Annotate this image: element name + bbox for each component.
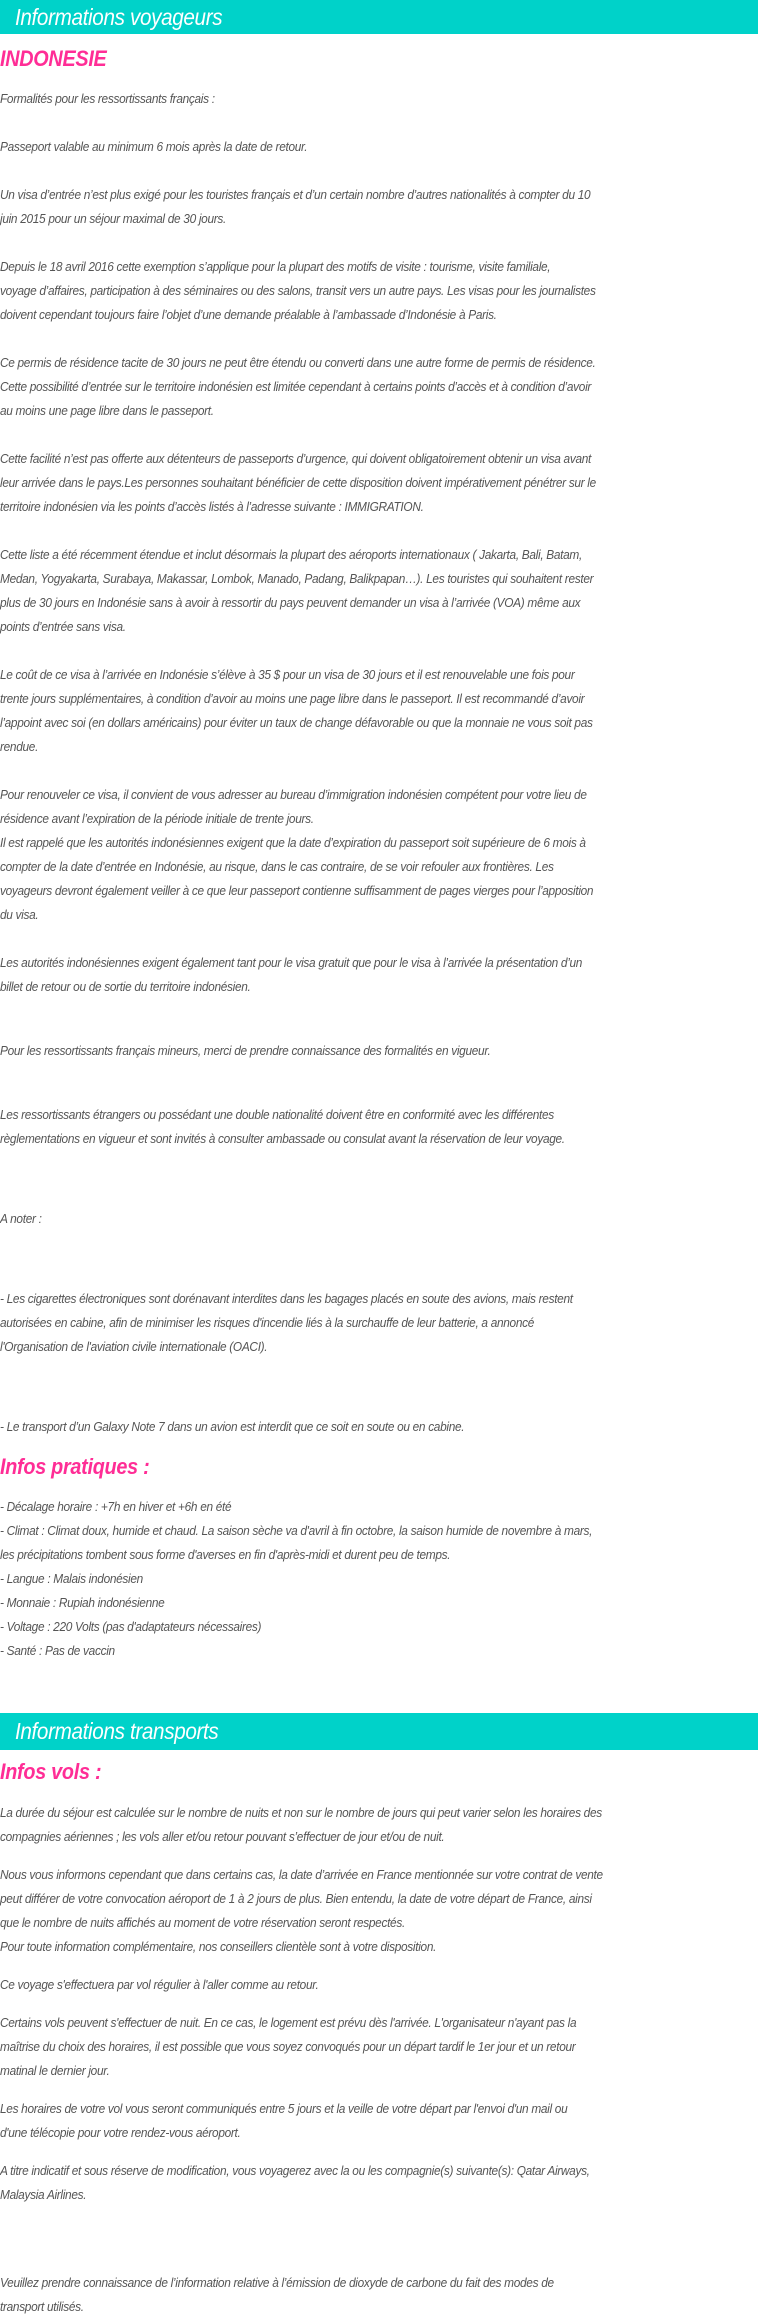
text-line: doivent cependant toujours faire l’objet d’une demande préalable à l’ambassade d’Indonésie à Paris.	[0, 307, 497, 322]
text-line: du visa.	[0, 907, 39, 922]
text-line: Cette possibilité d’entrée sur le territoire indonésien est limitée cependant à certains points d’accès et à condition d’avoir	[0, 379, 592, 394]
section-band-voyageurs	[0, 0, 758, 34]
paragraph-mineurs: Pour les ressortissants français mineurs, merci de prendre connaissance des formalités en vigueur.	[0, 1043, 491, 1058]
text-line: La durée du séjour est calculée sur le nombre de nuits et non sur le nombre de jours qui peut varier selon les horaires des	[0, 1805, 602, 1820]
text-line: trente jours supplémentaires, à condition d’avoir au moins une page libre dans le passeport. Il est recommandé d’avoir	[0, 691, 585, 706]
country-heading: INDONESIE	[0, 46, 107, 71]
text-line: d'une télécopie pour votre rendez-vous aéroport.	[0, 2125, 241, 2140]
list-item-climat: - Climat : Climat doux, humide et chaud. La saison sèche va d'avril à fin octobre, la saison humide de novembre à mars,	[0, 1523, 593, 1538]
text-line: Veuillez prendre connaissance de l’information relative à l’émission de dioxyde de carbone du fait des modes de	[0, 2275, 554, 2290]
section-title-voyageurs: Informations voyageurs	[15, 4, 223, 30]
text-line: A titre indicatif et sous réserve de modification, vous voyagerez avec la ou les compagnie(s) suivante(s): Qatar Airways,	[0, 2163, 590, 2178]
paragraph-duree-sejour	[0, 1801, 756, 1849]
text-line: Les ressortissants étrangers ou possédant une double nationalité doivent être en conformité avec les différentes	[0, 1107, 554, 1122]
text-line: juin 2015 pour un séjour maximal de 30 jours.	[0, 211, 226, 226]
text-line: maîtrise du choix des horaires, il est possible que vous soyez convoqués pour un départ tardif le 1er jour et un retour	[0, 2039, 576, 2054]
text-line: Cette facilité n’est pas offerte aux détenteurs de passeports d’urgence, qui doivent obligatoirement obtenir un visa avant	[0, 451, 592, 466]
paragraph-compagnies	[0, 2159, 756, 2207]
infos-vols-heading: Infos vols :	[0, 1759, 102, 1784]
list-item-decalage: - Décalage horaire : +7h en hiver et +6h en été	[0, 1499, 232, 1514]
paragraph-renouvellement	[0, 783, 756, 927]
text-line: Pour toute information complémentaire, nos conseillers clientèle sont à votre disposition.	[0, 1939, 437, 1954]
paragraph-urgence	[0, 447, 756, 519]
passeport-text: Passeport valable au minimum 6 mois après la date de retour.	[0, 139, 308, 154]
formalites-intro: Formalités pour les ressortissants français :	[0, 91, 215, 106]
paragraph-horaires	[0, 2097, 756, 2145]
list-item-monnaie: - Monnaie : Rupiah indonésienne	[0, 1595, 165, 1610]
text-line: Certains vols peuvent s'effectuer de nuit. En ce cas, le logement est prévu dès l'arrivée. L'organisateur n'ayant pas la	[0, 2015, 577, 2030]
text-line: rendue.	[0, 739, 39, 754]
paragraph-permis	[0, 351, 756, 423]
text-line: voyage d’affaires, participation à des séminaires ou des salons, transit vers un autre pays. Les visas pour les journalistes	[0, 283, 596, 298]
text-line: compagnies aériennes ; les vols aller et/ou retour pouvant s’effectuer de jour et/ou de nuit.	[0, 1829, 445, 1844]
text-line: Ce permis de résidence tacite de 30 jours ne peut être étendu ou converti dans une autre forme de permis de résidence.	[0, 355, 596, 370]
paragraph-galaxy: - Le transport d’un Galaxy Note 7 dans un avion est interdit que ce soit en soute ou en cabine.	[0, 1419, 465, 1434]
text-line: points d’entrée sans visa.	[0, 619, 126, 634]
paragraph-aeroports	[0, 543, 756, 639]
paragraph-date-arrivee	[0, 1863, 756, 1959]
text-line: territoire indonésien via les points d’accès listés à l’adresse suivante : IMMIGRATION.	[0, 499, 424, 514]
text-line: - Les cigarettes électroniques sont dorénavant interdites dans les bagages placés en soute des avions, mais restent	[0, 1291, 573, 1306]
list-item-sante: - Santé : Pas de vaccin	[0, 1643, 115, 1658]
text-line: Cette liste a été récemment étendue et inclut désormais la plupart des aéroports internationaux ( Jakarta, Bali, Batam,	[0, 547, 583, 562]
text-line: Ce voyage s'effectuera par vol régulier à l'aller comme au retour.	[0, 1977, 319, 1992]
section-title-transports: Informations transports	[15, 1718, 219, 1744]
infos-pratiques-heading: Infos pratiques :	[0, 1454, 150, 1479]
text-line: peut différer de votre convocation aéroport de 1 à 2 jours de plus. Bien entendu, la date de votre départ de France, ainsi	[0, 1891, 592, 1906]
list-item-climat-cont: les précipitations tombent sous forme d'averses en fin d'après-midi et durent peu de temps.	[0, 1547, 451, 1562]
text-line: l'Organisation de l'aviation civile internationale (OACI).	[0, 1339, 268, 1354]
paragraph-vols-nuit	[0, 2011, 756, 2083]
text-line: Malaysia Airlines.	[0, 2187, 87, 2202]
text-line: Le coût de ce visa à l’arrivée en Indonésie s’élève à 35 $ pour un visa de 30 jours et il est renouvelable une fois pour	[0, 667, 575, 682]
text-line: Nous vous informons cependant que dans certains cas, la date d’arrivée en France mentionnée sur votre contrat de vente	[0, 1867, 603, 1882]
text-line: compter de la date d’entrée en Indonésie, au risque, dans le cas contraire, de se voir refouler aux frontières. Les	[0, 859, 554, 874]
text-line: billet de retour ou de sortie du territoire indonésien.	[0, 979, 251, 994]
text-line: voyageurs devront également veiller à ce que leur passeport contienne suffisamment de pages vierges pour l’apposition	[0, 883, 594, 898]
text-line: Les horaires de votre vol vous seront communiqués entre 5 jours et la veille de votre départ par l'envoi d'un mail ou	[0, 2101, 568, 2116]
text-line: Pour renouveler ce visa, il convient de vous adresser au bureau d’immigration indonésien compétent pour votre lieu de	[0, 787, 587, 802]
infos-pratiques-list	[0, 1495, 756, 1663]
text-line: règlementations en vigueur et sont invités à consulter ambassade ou consulat avant la réservation de leur voyage.	[0, 1131, 565, 1146]
paragraph-co2	[0, 2271, 756, 2319]
text-line: que le nombre de nuits affichés au moment de votre réservation seront respectés.	[0, 1915, 405, 1930]
paragraph-visa-exemption	[0, 183, 756, 231]
text-line: au moins une page libre dans le passeport.	[0, 403, 214, 418]
text-line: Un visa d’entrée n’est plus exigé pour les touristes français et d’un certain nombre d’autres nationalités à compter du 10	[0, 187, 591, 202]
a-noter-label: A noter :	[0, 1211, 42, 1226]
paragraph-billet-retour	[0, 951, 756, 999]
list-item-voltage: - Voltage : 220 Volts (pas d'adaptateurs nécessaires)	[0, 1619, 262, 1634]
text-line: Les autorités indonésiennes exigent également tant pour le visa gratuit que pour le visa à l’arrivée la présentation d’un	[0, 955, 583, 970]
list-item-langue: - Langue : Malais indonésien	[0, 1571, 143, 1586]
section-band-transports	[0, 1713, 758, 1750]
paragraph-double-nationalite	[0, 1103, 756, 1151]
text-line: Depuis le 18 avril 2016 cette exemption s’applique pour la plupart des motifs de visite : tourisme, visite familiale,	[0, 259, 551, 274]
text-line: Il est rappelé que les autorités indonésiennes exigent que la date d’expiration du passeport soit supérieure de 6 mois à	[0, 835, 586, 850]
paragraph-cout-visa	[0, 663, 756, 759]
paragraph-vol-regulier	[0, 1973, 756, 1997]
paragraph-cigarettes	[0, 1287, 756, 1359]
text-line: plus de 30 jours en Indonésie sans à avoir à ressortir du pays peuvent demander un visa à l’arrivée (VOA) même aux	[0, 595, 581, 610]
text-line: transport utilisés.	[0, 2299, 84, 2314]
text-line: matinal le dernier jour.	[0, 2063, 110, 2078]
text-line: leur arrivée dans le pays.Les personnes souhaitant bénéficier de cette disposition doivent impérativement pénétrer sur le	[0, 475, 596, 490]
text-line: l’appoint avec soi (en dollars américains) pour éviter un taux de change défavorable ou que la monnaie ne vous soit pas	[0, 715, 593, 730]
text-line: résidence avant l’expiration de la période initiale de trente jours.	[0, 811, 314, 826]
paragraph-motifs	[0, 255, 756, 327]
text-line: Medan, Yogyakarta, Surabaya, Makassar, Lombok, Manado, Padang, Balikpapan…). Les touristes qui souhaitent rester	[0, 571, 594, 586]
text-line: autorisées en cabine, afin de minimiser les risques d'incendie liés à la surchauffe de leur batterie, a annoncé	[0, 1315, 535, 1330]
